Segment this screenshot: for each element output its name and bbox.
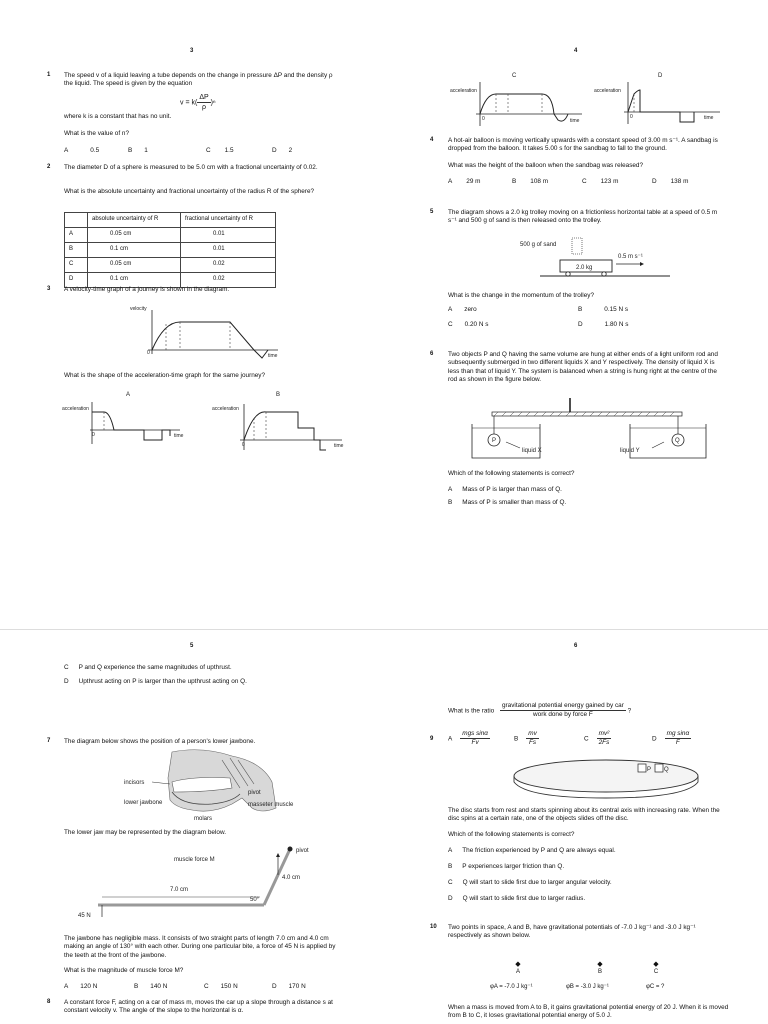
q5-option-b-letter: B <box>578 306 583 313</box>
origin-label: 0 <box>242 442 245 448</box>
table-cell: A <box>65 228 88 243</box>
q7-question: What is the magnitude of muscle force M? <box>64 967 184 974</box>
q1-option-c-value: 1.5 <box>224 147 234 154</box>
q6-number: 6 <box>430 351 434 357</box>
page-number-5: 5 <box>190 643 194 649</box>
q4-option-c-value: 123 m <box>600 178 619 185</box>
q8-option-a-fraction <box>460 730 490 748</box>
uniform-rod <box>492 412 682 416</box>
page-number-3: 3 <box>190 48 194 54</box>
q1-option-d[interactable] <box>272 147 292 155</box>
liquid-y-label: liquid Y <box>620 448 640 454</box>
graph-c-label: C <box>512 73 517 79</box>
q1-equation <box>180 93 216 112</box>
q5-text: The diagram shows a 2.0 kg trolley moving on a frictionless horizontal table at a speed of 0.5 m s⁻¹ and 500 g of sand is then released onto the trolley. <box>448 209 718 225</box>
q1-option-a-letter: A <box>64 147 69 154</box>
point-c <box>636 960 676 977</box>
q4-option-a-letter: A <box>448 178 453 185</box>
angle-label: 50° <box>250 897 260 903</box>
graph-d-label: D <box>658 73 663 79</box>
graph-d-curve <box>628 90 694 122</box>
q4-option-c-letter: C <box>582 178 587 185</box>
q1-option-c-letter: C <box>206 147 211 154</box>
q1-eq-lhs: v = k( <box>180 99 198 107</box>
page-divider <box>0 629 768 630</box>
q8-option-b[interactable] <box>514 730 539 748</box>
q8-ratio-fraction <box>500 702 626 720</box>
q5-option-b[interactable] <box>578 306 628 314</box>
q1-option-a[interactable] <box>64 147 99 155</box>
q8-option-a[interactable] <box>448 730 490 748</box>
q1-option-d-letter: D <box>272 147 277 154</box>
q5-option-d[interactable] <box>578 321 628 329</box>
jaw-force-diagram <box>78 843 322 919</box>
q3-question: What is the shape of the acceleration-time graph for the same journey? <box>64 372 266 379</box>
q6-option-a-value: Mass of P is larger than mass of Q. <box>462 486 562 493</box>
q7-option-c-value: 150 N <box>220 983 238 990</box>
q6-option-b-value: Mass of P is smaller than mass of Q. <box>462 499 567 506</box>
potential-a: φA = -7.0 J kg⁻¹ <box>490 984 533 990</box>
q8-ratio-den: work done by force F <box>533 711 593 719</box>
page-number-4: 4 <box>574 48 578 54</box>
speed-label: 0.5 m s⁻¹ <box>618 254 643 260</box>
velocity-axis-label: velocity <box>130 306 147 312</box>
q1-option-c[interactable] <box>206 147 234 155</box>
q4-option-b-letter: B <box>512 178 517 185</box>
accel-axis-label: acceleration <box>62 406 89 412</box>
point-a-label: A <box>515 969 520 976</box>
object-p-block <box>638 764 646 772</box>
graph-option-a[interactable] <box>62 388 182 448</box>
q1-option-b[interactable] <box>128 147 148 155</box>
q5-option-c-value: 0.20 N s <box>464 321 489 328</box>
q9-option-d-letter: D <box>448 895 453 902</box>
q4-option-b-value: 108 m <box>530 178 549 185</box>
table-cell: 0.05 cm <box>88 228 181 243</box>
q8-option-b-den: Fs <box>528 739 537 747</box>
trolley-wheel <box>566 272 570 276</box>
q9-option-a[interactable] <box>448 847 616 855</box>
q9-option-c-value: Q will start to slide first due to larger angular velocity. <box>462 879 612 886</box>
q4-question: What was the height of the balloon when the sandbag was released? <box>448 162 644 169</box>
origin-label: 0 <box>92 432 95 438</box>
q4-option-d-letter: D <box>652 178 657 185</box>
object-q-label: Q <box>664 767 669 773</box>
q6-option-a[interactable] <box>448 486 562 494</box>
q8-option-c-fraction <box>597 730 612 748</box>
point-a <box>498 960 538 977</box>
q8-option-c-den: 2Fs <box>598 739 610 747</box>
table-cell: B <box>65 243 88 258</box>
q8-option-d-fraction <box>665 730 691 748</box>
liquid-x-label: liquid X <box>522 448 542 454</box>
q9-option-b-letter: B <box>448 863 453 870</box>
q9-question: Which of the following statements is correct? <box>448 831 575 838</box>
q9-option-d-value: Q will start to slide first due to larger radius. <box>462 895 586 902</box>
pointer-line <box>506 442 520 448</box>
graph-a-curve <box>92 412 170 440</box>
table-row[interactable] <box>65 258 276 273</box>
container-y <box>630 424 706 458</box>
q9-option-a-value: The friction experienced by P and Q are always equal. <box>462 847 616 854</box>
q8-option-a-den: Fv <box>471 739 479 747</box>
table-header-row <box>65 213 276 228</box>
table-row[interactable] <box>65 243 276 258</box>
pivot-label: pivot <box>296 848 309 854</box>
q5-option-d-value: 1.80 N s <box>604 321 629 328</box>
table-cell: 0.1 cm <box>88 243 181 258</box>
q1-eq-rhs: )ⁿ <box>210 99 216 107</box>
q1-where: where k is a constant that has no unit. <box>64 113 172 120</box>
q8-option-b-fraction <box>526 730 539 748</box>
q2-text: The diameter D of a sphere is measured to be 5.0 cm with a fractional uncertainty of 0.02. <box>64 164 318 171</box>
arrowhead-icon <box>276 853 280 857</box>
q2-number: 2 <box>47 164 51 170</box>
q9-option-c[interactable] <box>448 879 612 887</box>
q1-number: 1 <box>47 72 51 78</box>
point-b <box>580 960 620 977</box>
q8-option-a-letter: A <box>448 735 453 743</box>
q5-option-a-letter: A <box>448 306 453 313</box>
object-p-label: P <box>647 767 652 773</box>
q4-option-c[interactable] <box>582 178 618 186</box>
q10-text2: When a mass is moved from A to B, it gains gravitational potential energy of 20 J. When it is moved from B to C, it loses gravitational potential energy of 5.0 J. <box>448 1004 729 1020</box>
label-molars: molars <box>194 816 213 822</box>
q1-question: What is the value of n? <box>64 130 130 137</box>
origin-label: 0 <box>482 116 485 122</box>
object-q-block <box>655 764 663 772</box>
pivot-point <box>288 847 293 852</box>
trolley-diagram <box>520 232 680 288</box>
muscle-force-label: muscle force M <box>174 857 215 863</box>
q6-question: Which of the following statements is correct? <box>448 470 575 477</box>
q8-option-b-num: mv <box>526 730 539 739</box>
graph-option-b[interactable] <box>210 388 346 452</box>
graph-b-label: B <box>276 392 281 398</box>
q9-option-b-value: P experiences larger friction than Q. <box>462 863 565 870</box>
pointer-line <box>152 782 170 784</box>
graph-a-label: A <box>126 392 131 398</box>
q8-ratio-suffix: ? <box>627 707 632 715</box>
sand-label: 500 g of sand <box>520 242 557 248</box>
q7-option-a-letter: A <box>64 983 69 990</box>
q7-option-c[interactable] <box>204 983 238 991</box>
q8-option-d-den: F <box>675 739 680 747</box>
time-axis-label: time <box>334 443 344 449</box>
q1-option-d-value: 2 <box>288 147 293 154</box>
q7-option-c-letter: C <box>204 983 209 990</box>
q7-option-a-value: 120 N <box>80 983 98 990</box>
potential-b: φB = -3.0 J kg⁻¹ <box>566 984 609 990</box>
q3-number: 3 <box>47 286 51 292</box>
q8-option-c-letter: C <box>584 735 589 743</box>
q6-option-b[interactable] <box>448 499 566 507</box>
object-q-label: Q <box>675 438 680 444</box>
page-number-6: 6 <box>574 643 578 649</box>
origin-label: 0 <box>630 114 633 120</box>
q8-option-d[interactable] <box>652 730 691 748</box>
q9-option-d[interactable] <box>448 895 585 903</box>
q5-option-a[interactable] <box>448 306 477 314</box>
q1-option-a-value: 0.5 <box>90 147 100 154</box>
q4-number: 4 <box>430 137 434 143</box>
arrowhead-icon <box>640 262 644 266</box>
q8-option-d-letter: D <box>652 735 657 743</box>
jawbone-illustration <box>112 748 294 822</box>
q8-option-c-num: mv² <box>597 730 612 739</box>
q8-option-c[interactable] <box>584 730 611 748</box>
q7-option-d-letter: D <box>272 983 277 990</box>
origin-label: 0 <box>147 350 150 356</box>
graph-option-d[interactable] <box>594 70 724 132</box>
table-cell: 0.02 <box>180 273 275 288</box>
q7-option-b-value: 140 N <box>150 983 168 990</box>
velocity-time-graph <box>128 302 288 364</box>
time-axis-label: time <box>268 353 278 359</box>
q8-option-b-letter: B <box>514 735 519 743</box>
q8-ratio-num: gravitational potential energy gained by car <box>500 702 626 711</box>
q7-option-a[interactable] <box>64 983 97 991</box>
table-header-cell: fractional uncertainty of R <box>180 213 275 228</box>
table-cell: D <box>65 273 88 288</box>
table-row[interactable] <box>65 228 276 243</box>
q7-text: The diagram below shows the position of a person's lower jawbone. <box>64 738 256 745</box>
sand-column <box>572 238 582 254</box>
graph-b-curve <box>244 412 326 450</box>
q9-option-a-letter: A <box>448 847 453 854</box>
accel-axis-label: acceleration <box>450 88 477 94</box>
balance-rod-diagram <box>470 398 710 462</box>
q8-option-d-num: mg sinα <box>665 730 691 739</box>
q5-option-d-letter: D <box>578 321 583 328</box>
label-lower-jawbone: lower jawbone <box>124 800 163 806</box>
disc-top <box>514 760 698 792</box>
label-masseter: masseter muscle <box>248 802 294 808</box>
spinning-disc-diagram <box>506 752 706 800</box>
q8-ratio-prefix: What is the ratio <box>448 707 495 715</box>
label-pivot: pivot <box>248 790 261 796</box>
q1-eq-num: ΔP <box>197 93 210 103</box>
accel-axis-label: acceleration <box>594 88 621 94</box>
time-axis-label: time <box>174 433 184 439</box>
q4-option-d[interactable] <box>652 178 688 186</box>
q1-eq-den: ρ <box>202 104 206 112</box>
q6-text: Two objects P and Q having the same volume are hung at either ends of a light uniform rod and subsequently submerged in two different liquids X and Y respectively. The density of liquid X is less than that of liquid Y. The system is balanced when a string is hung right at the centre of the rod as shown in the figure below. <box>448 351 718 383</box>
q7-option-b[interactable] <box>134 983 167 991</box>
graph-option-c[interactable] <box>446 70 586 132</box>
table-cell: 0.01 <box>180 228 275 243</box>
q6-option-a-letter: A <box>448 486 453 493</box>
q6-option-c-value: P and Q experience the same magnitudes of upthrust. <box>78 664 232 671</box>
q6-option-b-letter: B <box>448 499 453 506</box>
q5-option-a-value: zero <box>464 306 477 313</box>
table-cell: 0.01 <box>180 243 275 258</box>
q4-text: A hot-air balloon is moving vertically upwards with a constant speed of 3.00 m s⁻¹. A sandbag is dropped from the balloon. It takes 5.00 s for the sandbag to fall to the ground. <box>448 137 718 153</box>
bite-force-label: 45 N <box>78 913 91 919</box>
graph-c-curve <box>480 94 568 121</box>
q6-option-d[interactable] <box>64 678 247 686</box>
q4-option-a[interactable] <box>448 178 480 186</box>
q6-option-d-letter: D <box>64 678 69 685</box>
q9-option-b[interactable] <box>448 863 564 871</box>
q1-eq-fraction <box>197 93 210 112</box>
pointer-line <box>652 442 664 448</box>
length-4cm-label: 4.0 cm <box>282 875 301 881</box>
point-marker-icon: ◆ <box>515 961 521 968</box>
q9-number: 9 <box>430 736 434 742</box>
q1-option-b-value: 1 <box>144 147 148 154</box>
label-incisors: incisors <box>124 780 145 786</box>
q5-question: What is the change in the momentum of the trolley? <box>448 292 594 299</box>
q7-option-b-letter: B <box>134 983 139 990</box>
q5-option-b-value: 0.15 N s <box>604 306 629 313</box>
q6-option-d-value: Upthrust acting on P is larger than the upthrust acting on Q. <box>78 678 247 685</box>
time-axis-label: time <box>704 115 714 121</box>
q7-text3: The jawbone has negligible mass. It consists of two straight parts of length 7.0 cm and 4.0 cm making an angle of 130° with each other. During one particular bite, a force of 45 N is applied by the teeth at the front of the jawbone. <box>64 935 336 959</box>
table-header-cell <box>65 213 88 228</box>
q9-option-c-letter: C <box>448 879 453 886</box>
table-cell: 0.05 cm <box>88 258 181 273</box>
point-marker-icon: ◆ <box>653 961 659 968</box>
potential-c: φC = ? <box>646 984 665 990</box>
q8-text: A constant force F, acting on a car of mass m, moves the car up a slope through a distance s at constant velocity v. The angle of the slope to the horizontal is α. <box>64 999 333 1015</box>
length-7cm-label: 7.0 cm <box>170 887 189 893</box>
q10-number: 10 <box>430 924 437 930</box>
q5-number: 5 <box>430 209 434 215</box>
q4-option-b[interactable] <box>512 178 548 186</box>
q7-option-d-value: 170 N <box>288 983 306 990</box>
q4-option-d-value: 138 m <box>670 178 689 185</box>
point-marker-icon: ◆ <box>597 961 603 968</box>
trolley-mass-label: 2.0 kg <box>576 265 593 271</box>
q1-option-b-letter: B <box>128 147 133 154</box>
accel-axis-label: acceleration <box>212 406 239 412</box>
point-c-label: C <box>653 969 659 976</box>
q7-text2: The lower jaw may be represented by the diagram below. <box>64 829 226 836</box>
object-p-label: P <box>492 438 497 444</box>
q2-uncertainty-table <box>64 212 276 288</box>
velocity-curve <box>152 322 268 358</box>
q5-option-c[interactable] <box>448 321 488 329</box>
table-cell: 0.1 cm <box>88 273 181 288</box>
q6-option-c-letter: C <box>64 664 69 671</box>
q10-text: Two points in space, A and B, have gravitational potentials of -7.0 J kg⁻¹ and -3.0 J kg⁻¹ respectively as shown below. <box>448 924 696 940</box>
table-header-cell: absolute uncertainty of R <box>88 213 181 228</box>
table-cell: C <box>65 258 88 273</box>
time-axis-label: time <box>570 118 580 124</box>
trolley-wheel <box>602 272 606 276</box>
point-b-label: B <box>597 969 602 976</box>
q7-option-d[interactable] <box>272 983 306 991</box>
q8-ratio <box>448 702 631 720</box>
q3-text: A velocity-time graph of a journey is shown in the diagram. <box>64 286 230 293</box>
q2-question: What is the absolute uncertainty and fractional uncertainty of the radius R of the sphere? <box>64 188 315 195</box>
q8-number: 8 <box>47 999 51 1005</box>
q9-text: The disc starts from rest and starts spinning about its central axis with increasing rate. When the disc spins at a certain rate, one of the objects slides off the disc. <box>448 807 720 823</box>
table-cell: 0.02 <box>180 258 275 273</box>
q7-number: 7 <box>47 738 51 744</box>
q1-text: The speed v of a liquid leaving a tube depends on the change in pressure ΔP and the density ρ the liquid. The speed is given by the equation <box>64 72 333 88</box>
q5-option-c-letter: C <box>448 321 453 328</box>
q4-option-a-value: 29 m <box>466 178 481 185</box>
q6-option-c[interactable] <box>64 664 232 672</box>
q8-option-a-num: mgs sinα <box>460 730 490 739</box>
